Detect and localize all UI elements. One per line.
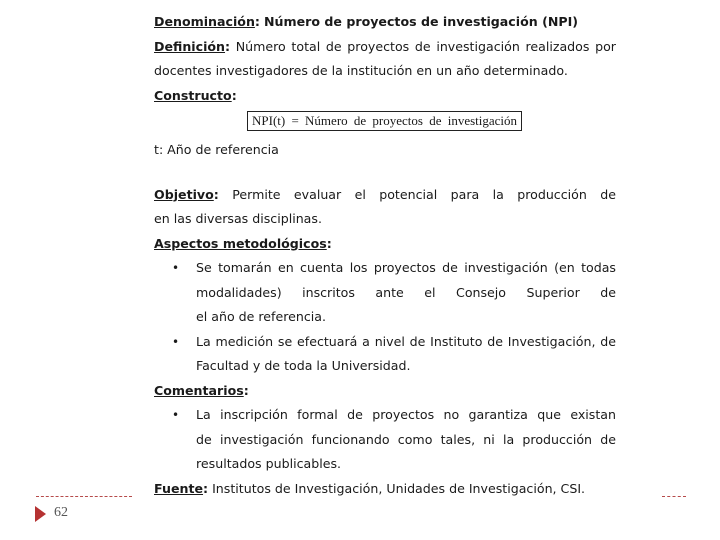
footer-rule-right bbox=[662, 496, 686, 497]
aspectos-item-1: • Se tomarán en cuenta los proyectos de investigación (en todas bbox=[154, 256, 616, 281]
denominacion-value: Número de proyectos de investigación (NPI) bbox=[263, 14, 579, 29]
formula-container bbox=[154, 108, 616, 138]
comentarios-item-1-line-2: de investigación funcionando como tales, ni la producción de bbox=[196, 431, 616, 447]
page-number: 62 bbox=[54, 505, 68, 520]
comentarios-row: Comentarios: bbox=[154, 382, 249, 398]
constructo-row: Constructo: bbox=[154, 87, 237, 103]
footer-rule-left bbox=[36, 496, 132, 497]
constructo-formula: NPI(t) = Número de proyectos de investigación bbox=[247, 111, 522, 131]
fuente-row: Fuente: Institutos de Investigación, Unidades de Investigación, CSI. bbox=[154, 480, 586, 496]
denominacion-label: Denominación bbox=[154, 14, 255, 29]
comentarios-item-1-line-3: resultados publicables. bbox=[196, 456, 342, 471]
definicion-text-2: docentes investigadores de la institución en un año determinado. bbox=[154, 63, 568, 78]
definicion-row: Definición: Número total de proyectos de investigación realizados por bbox=[154, 35, 616, 60]
objetivo-label: Objetivo bbox=[154, 186, 214, 202]
comentarios-label: Comentarios bbox=[154, 382, 244, 398]
aspectos-label: Aspectos metodológicos bbox=[154, 235, 327, 251]
aspectos-item-1-line-3: el año de referencia. bbox=[196, 309, 327, 324]
comentarios-item-1: • La inscripción formal de proyectos no garantiza que existan bbox=[154, 403, 616, 428]
fuente-label: Fuente bbox=[154, 480, 204, 496]
definicion-label: Definición bbox=[154, 38, 226, 54]
constructo-label: Constructo bbox=[154, 87, 232, 103]
fuente-value: Institutos de Investigación, Unidades de Investigación, CSI. bbox=[212, 480, 586, 496]
variable-t: t: Año de referencia bbox=[154, 142, 279, 157]
objetivo-row: Objetivo: Permite evaluar el potencial para la producción de bbox=[154, 183, 616, 208]
play-arrow-icon bbox=[35, 506, 46, 522]
aspectos-row: Aspectos metodológicos: bbox=[154, 235, 332, 251]
indicator-sheet bbox=[154, 10, 616, 501]
definicion-text-1: Número total de proyectos de investigación realizados por bbox=[235, 38, 616, 54]
objetivo-text-2: en las diversas disciplinas. bbox=[154, 211, 322, 226]
denominacion-row: Denominación: Número de proyectos de investigación (NPI) bbox=[154, 14, 579, 29]
aspectos-item-1-line-2: modalidades) inscritos ante el Consejo Superior de bbox=[196, 284, 616, 300]
objetivo-text-1: Permite evaluar el potencial para la producción de bbox=[232, 186, 616, 202]
aspectos-item-2: • La medición se efectuará a nivel de Instituto de Investigación, de bbox=[154, 330, 616, 355]
bullet-icon: • bbox=[172, 408, 180, 422]
aspectos-item-2-line-2: Facultad y de toda la Universidad. bbox=[196, 358, 411, 373]
bullet-icon: • bbox=[172, 261, 180, 275]
bullet-icon: • bbox=[172, 334, 180, 349]
